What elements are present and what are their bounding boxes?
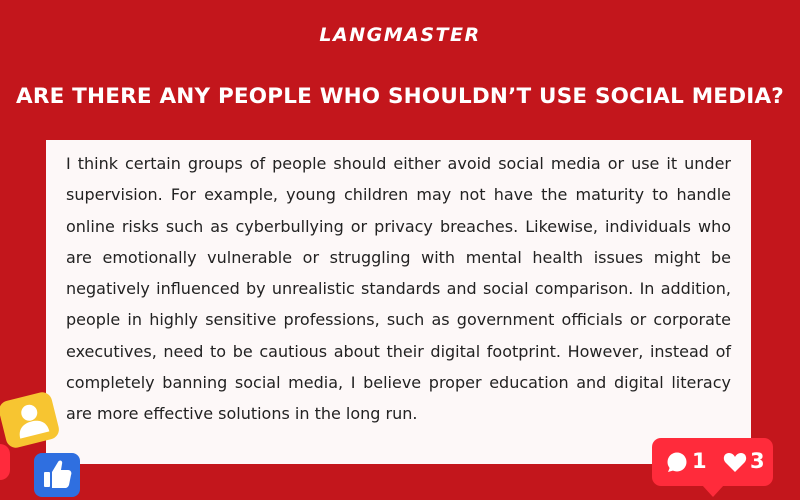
brand-logo: LANGMASTER xyxy=(319,24,481,46)
reaction-badge xyxy=(652,438,773,486)
heart-icon xyxy=(723,451,747,473)
page-title: ARE THERE ANY PEOPLE WHO SHOULDN’T USE SOCIAL MEDIA? xyxy=(16,84,784,109)
answer-text: I think certain groups of people should either avoid social media or use it under supervision. For example, young children may not have the maturity to handle online risks such as cyberbullying or privacy breaches. Likewise, individuals who are emotionally vulnerable or struggling with mental health issues might be negatively influenced by unrealistic standards and social comparison. In addition, people in highly sensitive professions, such as government officials or corporate executives, need to be cautious about their digital footprint. However, instead of completely banning social media, I believe proper education and digital literacy are more effective solutions in the long run. xyxy=(66,154,731,424)
comment-count: 1 xyxy=(692,449,707,473)
answer-card xyxy=(46,140,751,464)
comment-icon xyxy=(666,451,688,473)
like-count: 3 xyxy=(750,449,765,473)
thumbs-up-icon xyxy=(34,453,80,497)
